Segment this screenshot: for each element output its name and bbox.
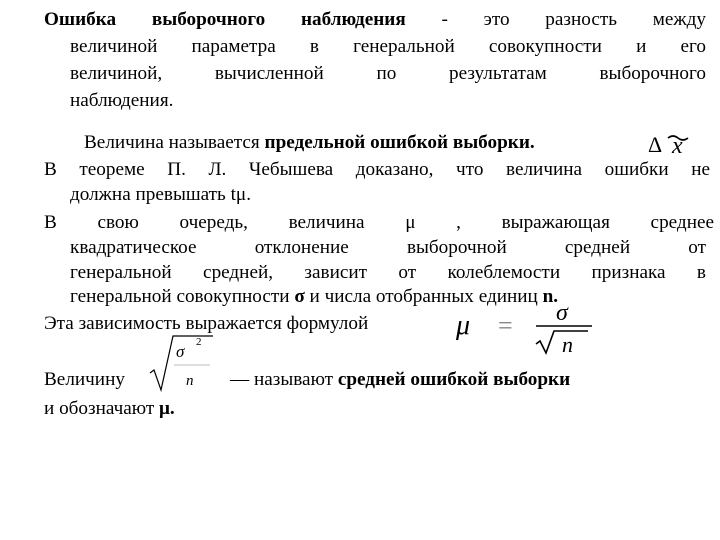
limit-error-text: Величина называется [84,132,265,153]
x-bar-symbol: x [672,133,683,159]
delta-x-formula [646,128,706,158]
delta-symbol: Δ [648,132,663,157]
formula-intro-line: Эта зависимость выражается формулой [44,313,369,334]
definition-line-4: наблюдения. [70,90,174,111]
mu-formula-n: n [562,332,573,357]
sqrt-square: 2 [196,336,202,348]
definition-line-3: величиной, вычисленной по результатам выборочного [70,63,706,84]
mu-line-4-mid: и числа отобранных единиц [304,286,543,307]
mu-line-1: В свою очередь, величина μ , выражающая среднее [44,212,714,233]
chebyshev-line-1: В теореме П. Л. Чебышева доказано, что величина ошибки не [44,159,710,180]
mu-formula-mu: μ [456,310,471,341]
sqrt-sigma-n-formula [148,333,218,399]
term-sampling-error: Ошибка выборочного наблюдения [44,9,406,30]
mu-formula-sigma: σ [556,300,568,326]
limit-error-line [84,131,535,155]
average-error-line: Величину [44,369,125,390]
definition-line-2: величиной параметра в генеральной совокупности и его [70,36,706,57]
denote-line [44,397,175,421]
average-error-text: — называют [230,369,338,390]
mu-line-2: квадратическое отклонение выборочной средней от [70,237,706,258]
chebyshev-line-2: должна превышать tμ. [70,184,251,205]
n-symbol: n. [542,286,559,307]
average-error-name [230,368,570,392]
mu-line-3: генеральной средней, зависит от колеблемости признака в [70,262,706,283]
sigma-symbol: σ [294,286,305,307]
term-average-error: средней ошибкой выборки [337,369,571,390]
definition-text: - это разность между [441,9,706,30]
mu-formula-equals: = [498,311,513,340]
sqrt-sigma: σ [176,342,185,361]
term-limit-error: предельной ошибкой выборки. [264,132,535,153]
mu-denote-symbol: μ. [159,398,175,419]
definition-line-1 [44,8,706,32]
denote-text: и обозначают [44,398,160,419]
mu-formula [452,298,602,360]
mu-line-4-text: генеральной совокупности [70,286,295,307]
sqrt-n: n [186,373,194,389]
